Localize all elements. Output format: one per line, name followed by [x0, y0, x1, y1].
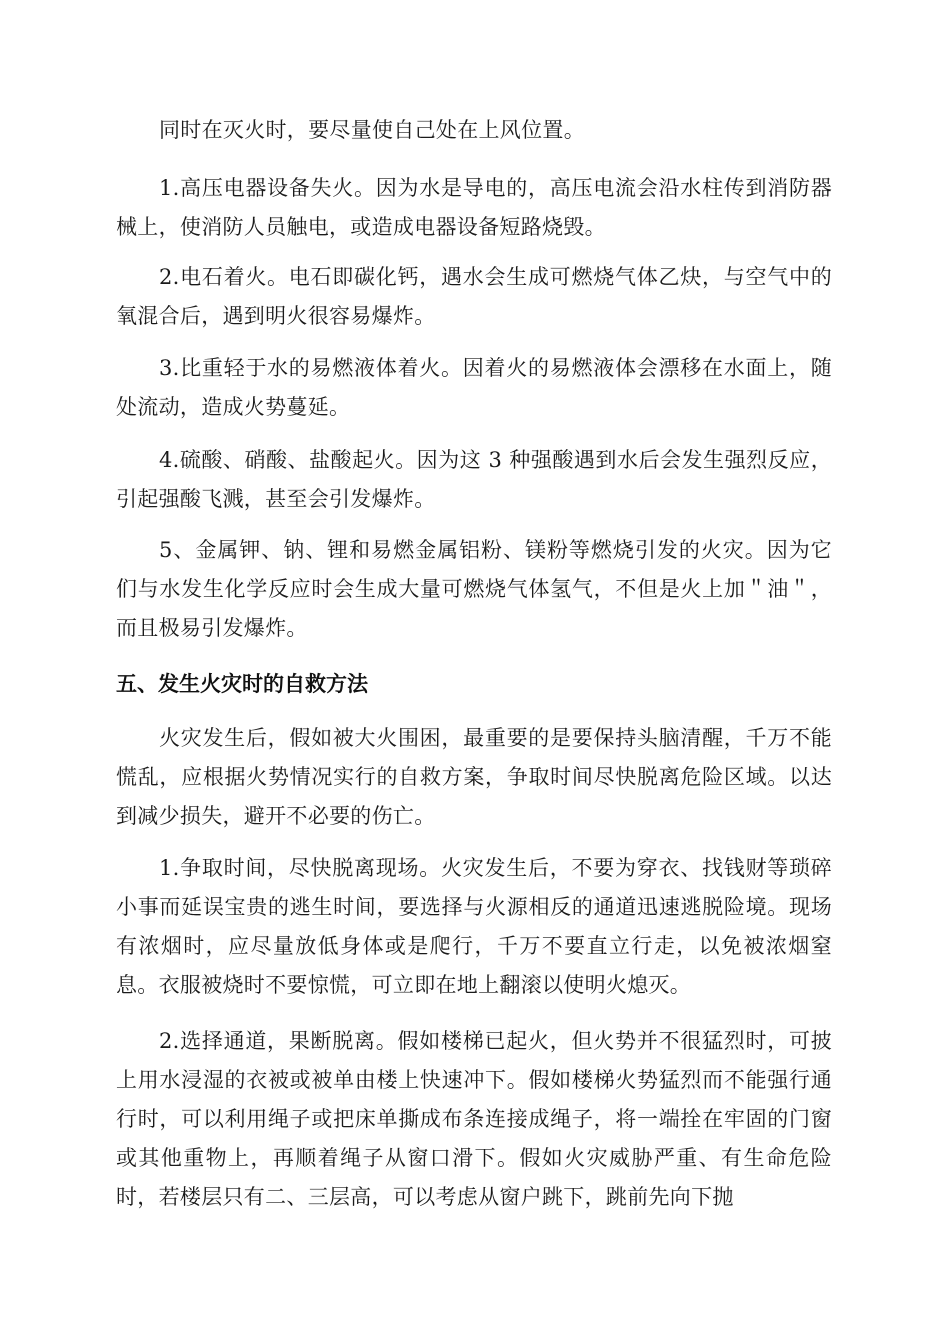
paragraph-upwind: 同时在灭火时，要尽量使自己处在上风位置。 — [159, 118, 585, 142]
paragraph-item-2-carbide: 2.电石着火。电石即碳化钙，遇水会生成可燃烧气体乙炔，与空气中的氧混合后，遇到明火很容易爆炸。 — [116, 265, 832, 328]
paragraph-self-rescue-intro: 火灾发生后，假如被大火围困，最重要的是要保持头脑清醒，千万不能慌乱，应根据火势情况实行的自救方案，争取时间尽快脱离危险区域。以达到减少损失，避开不必要的伤亡。 — [116, 726, 832, 828]
section-heading: 五、发生火灾时的自救方法 — [116, 672, 368, 696]
paragraph-item-3-flammable-liquid: 3.比重轻于水的易燃液体着火。因着火的易燃液体会漂移在水面上，随处流动，造成火势蔓延。 — [116, 356, 832, 419]
paragraph-item-4-acids: 4.硫酸、硝酸、盐酸起火。因为这 3 种强酸遇到水后会发生强烈反应，引起强酸飞溅，甚至会引发爆炸。 — [116, 448, 832, 511]
paragraph-item-5-metals: 5、金属钾、钠、锂和易燃金属铝粉、镁粉等燃烧引发的火灾。因为它们与水发生化学反应时会生成大量可燃烧气体氢气，不但是火上加＂油＂，而且极易引发爆炸。 — [116, 538, 832, 640]
paragraph-item-1-electrical: 1.高压电器设备失火。因为水是导电的，高压电流会沿水柱传到消防器械上，使消防人员触电，或造成电器设备短路烧毁。 — [116, 176, 832, 239]
paragraph-self-rescue-2: 2.选择通道，果断脱离。假如楼梯已起火，但火势并不很猛烈时，可披上用水浸湿的衣被或被单由楼上快速冲下。假如楼梯火势猛烈而不能强行通行时，可以利用绳子或把床单撕成布条连接成绳子，将一端拴在牢固的门窗或其他重物上，再顺着绳子从窗口滑下。假如火灾威胁严重、有生命危险时，若楼层只有二、三层高，可以考虑从窗户跳下，跳前先向下抛 — [116, 1029, 832, 1209]
paragraph-self-rescue-1: 1.争取时间，尽快脱离现场。火灾发生后，不要为穿衣、找钱财等琐碎小事而延误宝贵的逃生时间，要选择与火源相反的通道迅速逃脱险境。现场有浓烟时，应尽量放低身体或是爬行，千万不要直立行走，以免被浓烟窒息。衣服被烧时不要惊慌，可立即在地上翻滚以使明火熄灭。 — [116, 856, 832, 997]
